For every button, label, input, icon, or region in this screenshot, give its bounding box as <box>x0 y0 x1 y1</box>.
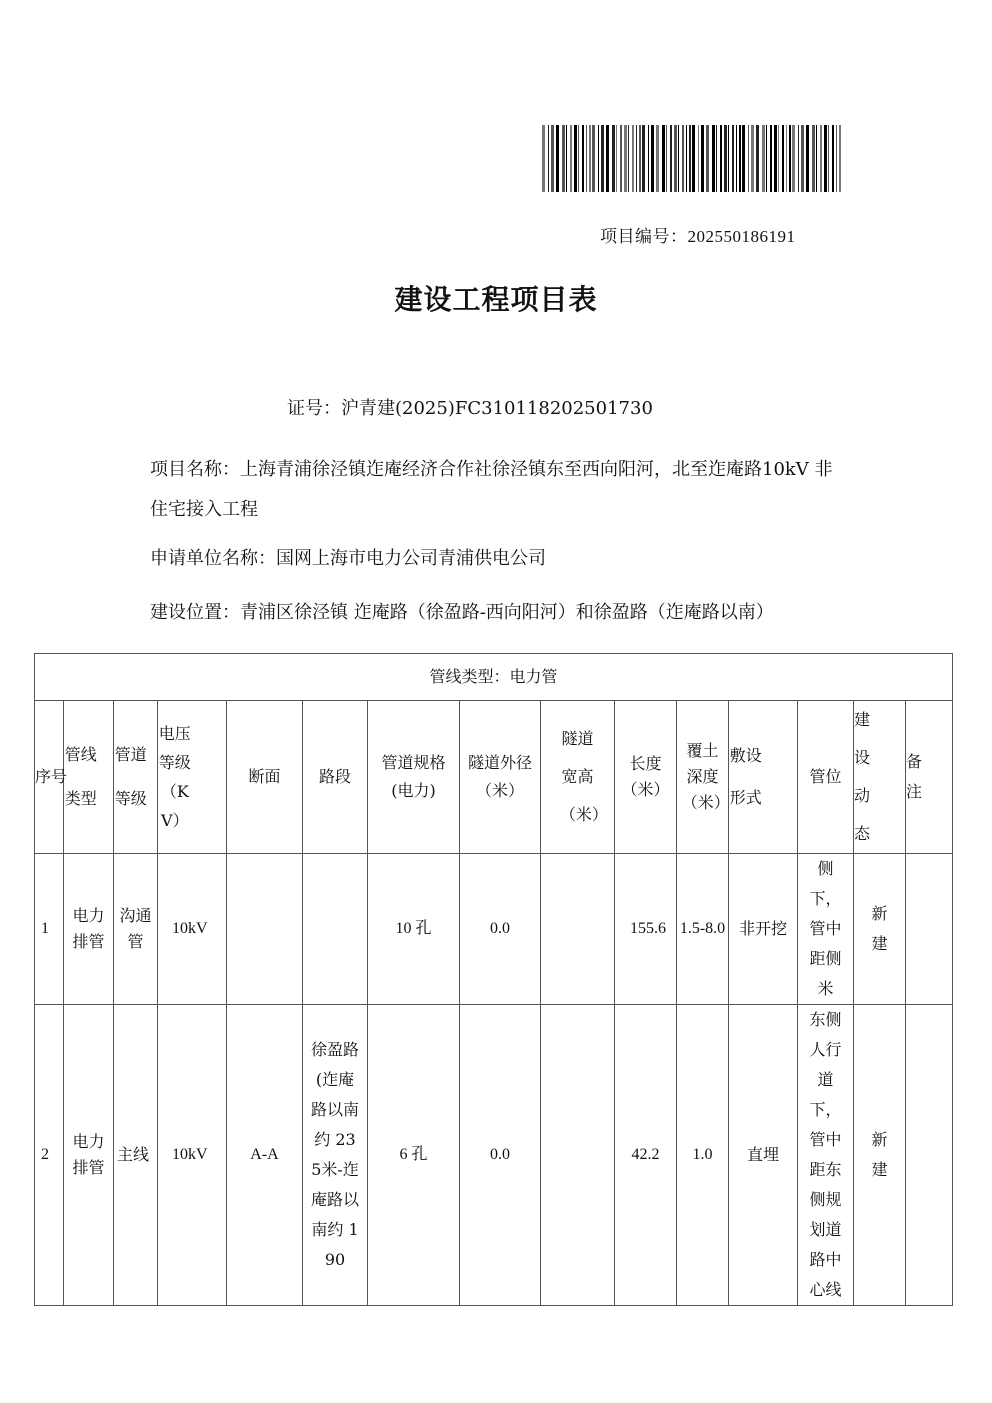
cell-length: 42.2 <box>615 1005 677 1306</box>
barcode-bar <box>778 125 779 192</box>
barcode-icon <box>542 125 842 192</box>
barcode-bar <box>751 125 754 192</box>
col-header-laying-method: 敷设形式 <box>729 701 798 854</box>
barcode-bar <box>589 125 591 192</box>
cell-laying-method: 直埋 <box>729 1005 798 1306</box>
barcode-bar <box>562 125 565 192</box>
certificate-number: 沪青建(2025)FC310118202501730 <box>341 398 653 419</box>
cell-length: 155.6 <box>615 854 677 1005</box>
project-number <box>600 222 796 247</box>
certificate-label: 证号： <box>287 398 341 419</box>
cell-status: 新建 <box>854 1005 906 1306</box>
barcode-bar <box>642 125 645 192</box>
barcode-bar <box>578 125 579 192</box>
location-value: 青浦区徐泾镇 迮庵路（徐盈路-西向阳河）和徐盈路（迮庵路以南） <box>240 602 774 623</box>
page-title: 建设工程项目表 <box>394 283 598 316</box>
applicant-line <box>150 544 546 570</box>
barcode-bar <box>748 125 749 192</box>
cell-pipe-position: 东侧人行道下，管中距东侧规划道路中心线 <box>798 1005 854 1306</box>
barcode-bar <box>551 125 554 192</box>
cell-cover-depth: 1.0 <box>677 1005 729 1306</box>
barcode-bar <box>716 125 717 192</box>
project-table <box>34 653 953 1306</box>
barcode-bar <box>786 125 787 192</box>
project-name-line <box>150 450 840 530</box>
barcode-bar <box>651 125 654 192</box>
barcode-bar <box>566 125 567 192</box>
barcode-bar <box>824 125 827 192</box>
barcode-bar <box>632 125 634 192</box>
barcode-bar <box>806 125 809 192</box>
cell-laying-method: 非开挖 <box>729 854 798 1005</box>
barcode-bar <box>636 125 637 192</box>
barcode-bar <box>774 125 777 192</box>
col-header-length: 长度（米） <box>615 701 677 854</box>
cell-tunnel-size <box>541 854 615 1005</box>
col-header-remark: 备注 <box>906 701 953 854</box>
cell-tunnel-diameter: 0.0 <box>460 1005 541 1306</box>
barcode-bar <box>628 125 629 192</box>
cell-voltage: 10kV <box>158 854 227 1005</box>
cell-cover-depth: 1.5-8.0 <box>677 854 729 1005</box>
col-header-status: 建设动态 <box>854 701 906 854</box>
col-header-pipe-position: 管位 <box>798 701 854 854</box>
col-header-pipe-spec: 管道规格(电力) <box>368 701 460 854</box>
barcode-bar <box>762 125 765 192</box>
col-header-voltage: 电压等级（KV） <box>158 701 227 854</box>
barcode-bar <box>666 125 667 192</box>
project-number-value: 202550186191 <box>687 227 796 246</box>
col-header-section: 断面 <box>227 701 303 854</box>
barcode-bar <box>720 125 722 192</box>
barcode-bar <box>692 125 695 192</box>
barcode-bar <box>801 125 804 192</box>
barcode-bar <box>782 125 784 192</box>
cell-pipe-grade: 沟通管 <box>114 854 158 1005</box>
barcode-bar <box>574 125 577 192</box>
col-header-tunnel-size: 隧道宽高（米） <box>541 701 615 854</box>
applicant-name: 国网上海市电力公司青浦供电公司 <box>276 548 546 569</box>
col-header-tunnel-diameter: 隧道外径（米） <box>460 701 541 854</box>
barcode-bar <box>698 125 699 192</box>
cell-pipeline-type: 电力排管 <box>64 854 114 1005</box>
barcode-bar <box>828 125 829 192</box>
cell-road-segment <box>303 854 368 1005</box>
barcode-bar <box>548 125 549 192</box>
barcode-bar <box>656 125 659 192</box>
barcode-bar <box>620 125 622 192</box>
applicant-label: 申请单位名称： <box>150 548 276 569</box>
col-header-pipeline-type: 管线类型 <box>64 701 114 854</box>
barcode-bar <box>686 125 687 192</box>
cell-pipe-grade: 主线 <box>114 1005 158 1306</box>
barcode-bar <box>820 125 822 192</box>
barcode-bar <box>836 125 837 192</box>
barcode-bar <box>832 125 834 192</box>
cell-remark <box>906 1005 953 1306</box>
barcode-bar <box>670 125 672 192</box>
barcode-bar <box>612 125 615 192</box>
cell-voltage: 10kV <box>158 1005 227 1306</box>
barcode-bar <box>616 125 617 192</box>
barcode-bar <box>724 125 727 192</box>
pipeline-type-label: 管线类型：电力管 <box>35 654 953 701</box>
col-header-road-segment: 路段 <box>303 701 368 854</box>
barcode-bar <box>736 125 737 192</box>
cell-section <box>227 854 303 1005</box>
project-name-label: 项目名称： <box>150 459 240 480</box>
barcode-bar <box>742 125 745 192</box>
project-number-label: 项目编号： <box>600 227 688 247</box>
cell-section: A-A <box>227 1005 303 1306</box>
barcode-bar <box>766 125 767 192</box>
barcode-bar <box>712 125 715 192</box>
cell-pipeline-type: 电力排管 <box>64 1005 114 1306</box>
barcode-bar <box>586 125 587 192</box>
barcode-bar <box>556 125 559 192</box>
table-row <box>35 854 953 1005</box>
cell-status: 新建 <box>854 854 906 1005</box>
barcode-bar <box>689 125 691 192</box>
cell-pipe-position: 侧下，管中距侧米 <box>798 854 854 1005</box>
location-line <box>150 598 774 624</box>
barcode-bar <box>678 125 679 192</box>
barcode-bar <box>592 125 595 192</box>
barcode-bar <box>682 125 684 192</box>
barcode-bar <box>674 125 677 192</box>
barcode-bar <box>701 125 704 192</box>
barcode-bar <box>798 125 799 192</box>
certificate-line <box>287 394 653 420</box>
cell-pipe-spec: 6 孔 <box>368 1005 460 1306</box>
barcode-bar <box>542 125 545 192</box>
barcode-bar <box>756 125 759 192</box>
cell-no: 1 <box>35 854 64 1005</box>
barcode-bar <box>706 125 709 192</box>
barcode-bar <box>739 125 741 192</box>
barcode-bar <box>570 125 572 192</box>
col-header-pipe-grade: 管道等级 <box>114 701 158 854</box>
project-name: 上海青浦徐泾镇迮庵经济合作社徐泾镇东至西向阳河，北至迮庵路10kV 非住宅接入工程 <box>150 459 833 520</box>
cell-pipe-spec: 10 孔 <box>368 854 460 1005</box>
barcode-bar <box>582 125 584 192</box>
cell-tunnel-diameter: 0.0 <box>460 854 541 1005</box>
barcode-bar <box>639 125 641 192</box>
pipeline-type-row <box>35 654 953 701</box>
barcode-bar <box>816 125 817 192</box>
table-row <box>35 1005 953 1306</box>
cell-remark <box>906 854 953 1005</box>
barcode-bar <box>648 125 649 192</box>
barcode-bar <box>732 125 734 192</box>
barcode-bar <box>662 125 665 192</box>
location-label: 建设位置： <box>150 602 240 623</box>
barcode-bar <box>789 125 791 192</box>
barcode-bar <box>728 125 729 192</box>
col-header-no: 序号 <box>35 701 64 854</box>
cell-road-segment: 徐盈路(迮庵路以南约 235米-迮庵路以南约 190 <box>303 1005 368 1306</box>
cell-tunnel-size <box>541 1005 615 1306</box>
barcode-bar <box>598 125 599 192</box>
barcode-bar <box>606 125 609 192</box>
cell-no: 2 <box>35 1005 64 1306</box>
barcode-bar <box>839 125 841 192</box>
barcode-bar <box>770 125 772 192</box>
col-header-cover-depth: 覆土深度（米） <box>677 701 729 854</box>
barcode-bar <box>812 125 815 192</box>
table-header-row <box>35 701 953 854</box>
barcode-bar <box>601 125 604 192</box>
barcode-bar <box>792 125 795 192</box>
barcode-bar <box>624 125 627 192</box>
